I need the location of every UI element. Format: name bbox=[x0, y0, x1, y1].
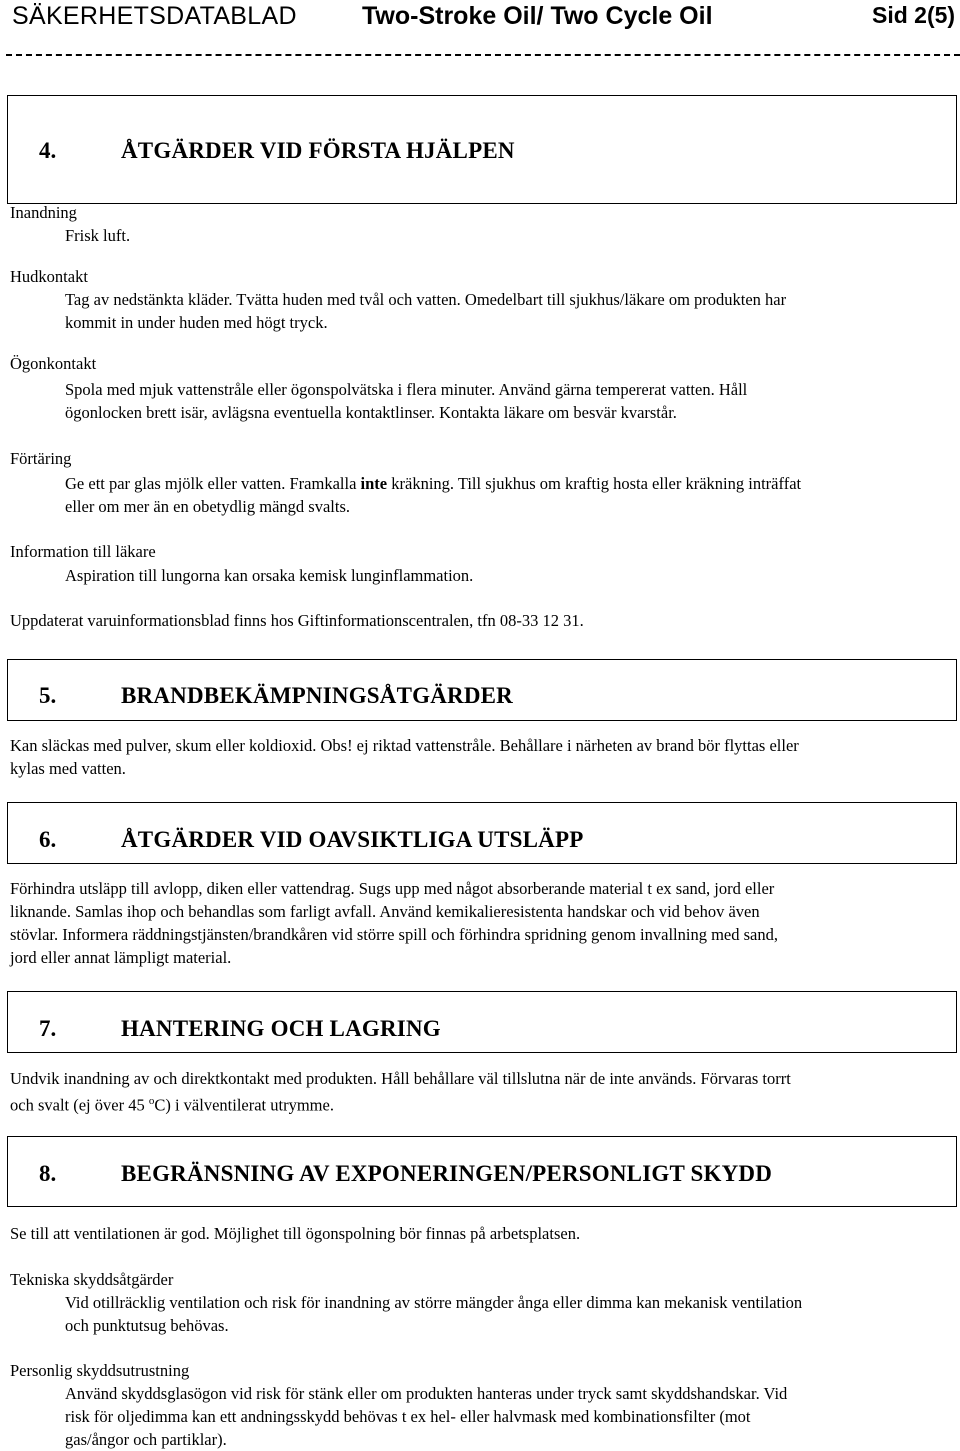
section-5-line: Kan släckas med pulver, skum eller koldioxid. Obs! ej riktad vattenstråle. Behållare i närheten av brand bör flyttas eller bbox=[10, 736, 799, 755]
section-4-header bbox=[7, 95, 957, 204]
section-number: 7. bbox=[39, 1016, 57, 1041]
ingestion-line: eller om mer än en obetydlig mängd svalts. bbox=[65, 497, 351, 516]
technical-measures-line: och punktutsug behövas. bbox=[65, 1316, 229, 1335]
section-7-line: Undvik inandning av och direktkontakt med produkten. Håll behållare väl tillslutna när de inte används. Förvaras torrt bbox=[10, 1069, 791, 1088]
section-title: ÅTGÄRDER VID FÖRSTA HJÄLPEN bbox=[121, 138, 515, 163]
ppe-line: risk för oljedimma kan ett andningsskydd behövas t ex hel- eller halvmask med kombinationsfilter (mot bbox=[65, 1407, 751, 1426]
section-7-line: och svalt (ej över 45 $^o$C) i välventilerat utrymme. bbox=[10, 1095, 334, 1115]
section-7-header bbox=[7, 991, 957, 1053]
section-6-line: stövlar. Informera räddningstjänsten/brandkåren vid större spill och förhindra spridning genom invallning med sand, bbox=[10, 925, 778, 944]
update-note: Uppdaterat varuinformationsblad finns hos Giftinformationscentralen, tfn 08-33 12 31. bbox=[10, 611, 584, 630]
section-6-header bbox=[7, 802, 957, 864]
ingestion-label: Förtäring bbox=[10, 449, 72, 468]
section-6-line: jord eller annat lämpligt material. bbox=[10, 948, 232, 967]
section-number: 5. bbox=[39, 683, 57, 708]
header-divider bbox=[6, 54, 960, 56]
eye-contact-line: Spola med mjuk vattenstråle eller ögonspolvätska i flera minuter. Använd gärna tempererat vatten. Håll bbox=[65, 380, 748, 399]
section-5-header bbox=[7, 659, 957, 721]
inhalation-text: Frisk luft. bbox=[65, 226, 131, 245]
section-8-header bbox=[7, 1136, 957, 1207]
section-number: 6. bbox=[39, 827, 57, 852]
skin-contact-label: Hudkontakt bbox=[10, 267, 88, 286]
emphasis-not: inte bbox=[360, 474, 388, 493]
skin-contact-line: kommit in under huden med högt tryck. bbox=[65, 313, 328, 332]
ppe-line: gas/ångor och partiklar). bbox=[65, 1430, 227, 1449]
ppe-line: Använd skyddsglasögon vid risk för stänk eller om produkten hanteras under tryck samt skyddshandskar. Vid bbox=[65, 1384, 788, 1403]
document-type: SÄKERHETSDATABLAD bbox=[12, 2, 297, 30]
physician-info-text: Aspiration till lungorna kan orsaka kemisk lunginflammation. bbox=[65, 566, 474, 585]
section-6-line: Förhindra utsläpp till avlopp, diken eller vattendrag. Sugs upp med något absorberande material t ex sand, jord eller bbox=[10, 879, 775, 898]
section-number: 8. bbox=[39, 1161, 57, 1186]
page-header bbox=[0, 0, 960, 36]
section-5-line: kylas med vatten. bbox=[10, 759, 126, 778]
section-title: HANTERING OCH LAGRING bbox=[121, 1016, 441, 1041]
skin-contact-line: Tag av nedstänkta kläder. Tvätta huden med tvål och vatten. Omedelbart till sjukhus/läkare om produkten har bbox=[65, 290, 787, 309]
physician-info-label: Information till läkare bbox=[10, 542, 156, 561]
section-title: ÅTGÄRDER VID OAVSIKTLIGA UTSLÄPP bbox=[121, 827, 584, 852]
product-name: Two-Stroke Oil/ Two Cycle Oil bbox=[362, 2, 713, 30]
technical-measures-line: Vid otillräcklig ventilation och risk för inandning av större mängder ånga eller dimma kan mekanisk ventilation bbox=[65, 1293, 803, 1312]
degree-superscript: o bbox=[148, 1095, 155, 1107]
section-number: 4. bbox=[39, 138, 57, 163]
eye-contact-label: Ögonkontakt bbox=[10, 354, 97, 373]
inhalation-label: Inandning bbox=[10, 203, 77, 222]
eye-contact-line: ögonlocken brett isär, avlägsna eventuella kontaktlinser. Kontakta läkare om besvär kvarstår. bbox=[65, 403, 677, 422]
ppe-label: Personlig skyddsutrustning bbox=[10, 1361, 190, 1380]
section-6-line: liknande. Samlas ihop och behandlas som farligt avfall. Använd kemikalieresistenta handskar och vid behov även bbox=[10, 902, 760, 921]
section-title: BEGRÄNSNING AV EXPONERINGEN/PERSONLIGT SKYDD bbox=[121, 1161, 773, 1186]
ingestion-line: Ge ett par glas mjölk eller vatten. Framkalla inte kräkning. Till sjukhus om kraftig hosta eller kräkning inträffat bbox=[65, 474, 802, 493]
section-title: BRANDBEKÄMPNINGSÅTGÄRDER bbox=[121, 683, 513, 708]
page-number: Sid 2(5) bbox=[872, 2, 956, 28]
section-8-intro: Se till att ventilationen är god. Möjlighet till ögonspolning bör finnas på arbetsplatsen. bbox=[10, 1224, 581, 1243]
technical-measures-label: Tekniska skyddsåtgärder bbox=[10, 1270, 174, 1289]
